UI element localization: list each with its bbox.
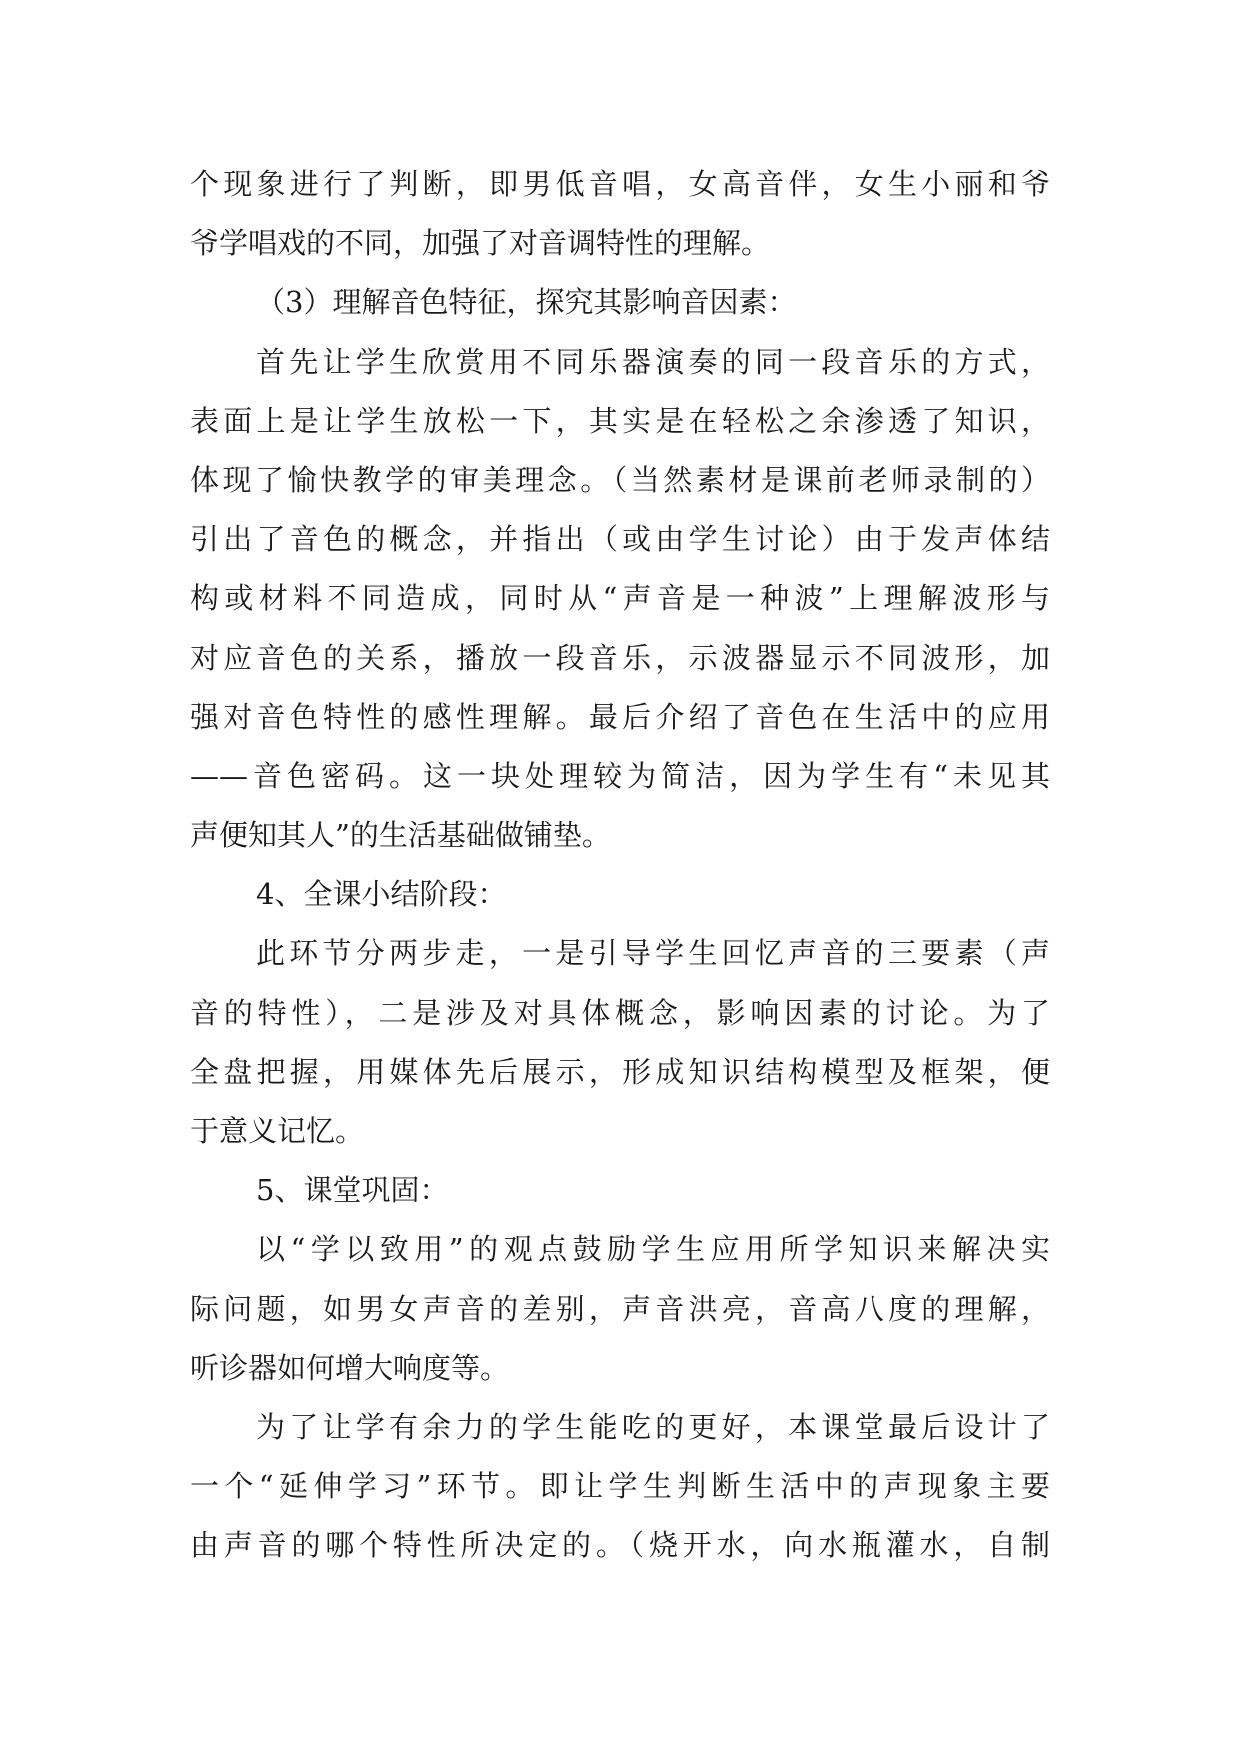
text-line: 爷学唱戏的不同，加强了对音调特性的理解。 <box>190 226 771 261</box>
text-line: 际问题，如男女声音的差别，声音洪亮，音高八度的理解， <box>190 1291 1050 1326</box>
text-line: 构或材料不同造成，同时从“声音是一种波”上理解波形与 <box>190 581 1050 616</box>
text-line: 声便知其人”的生活基础做铺垫。 <box>190 818 611 853</box>
text-line: 引出了音色的概念，并指出（或由学生讨论）由于发声体结 <box>190 522 1050 557</box>
text-line: 全盘把握，用媒体先后展示，形成知识结构模型及框架，便 <box>190 1054 1050 1089</box>
text-line: 以“学以致用”的观点鼓励学生应用所学知识来解决实 <box>256 1232 1050 1267</box>
text-line: ——音色密码。这一块处理较为简洁，因为学生有“未见其 <box>190 758 1050 793</box>
text-line: 此环节分两步走，一是引导学生回忆声音的三要素（声 <box>256 936 1050 971</box>
text-line: 体现了愉快教学的审美理念。（当然素材是课前老师录制的） <box>190 462 1050 497</box>
text-line: 由声音的哪个特性所决定的。（烧开水，向水瓶灌水，自制 <box>190 1528 1050 1563</box>
text-line: 4、全课小结阶段： <box>256 877 507 912</box>
text-line: 一个“延伸学习”环节。即让学生判断生活中的声现象主要 <box>190 1469 1050 1504</box>
text-line: 5、课堂巩固： <box>256 1173 449 1208</box>
text-line: 强对音色特性的感性理解。最后介绍了音色在生活中的应用 <box>190 699 1050 734</box>
text-line: 听诊器如何增大响度等。 <box>190 1350 510 1385</box>
text-line: 于意义记忆。 <box>190 1114 365 1148</box>
text-line: 表面上是让学生放松一下，其实是在轻松之余渗透了知识， <box>190 403 1050 438</box>
text-line: 对应音色的关系，播放一段音乐，示波器显示不同波形，加 <box>190 640 1050 675</box>
text-line: 为了让学有余力的学生能吃的更好，本课堂最后设计了 <box>256 1409 1050 1444</box>
text-line: 个现象进行了判断，即男低音唱，女高音伴，女生小丽和爷 <box>190 167 1050 201</box>
text-line: 首先让学生欣赏用不同乐器演奏的同一段音乐的方式， <box>256 344 1050 379</box>
text-line: （3）理解音色特征，探究其影响音因素： <box>256 285 797 320</box>
text-line: 音的特性），二是涉及对具体概念，影响因素的讨论。为了 <box>190 995 1050 1030</box>
document-body <box>190 155 1050 1576</box>
